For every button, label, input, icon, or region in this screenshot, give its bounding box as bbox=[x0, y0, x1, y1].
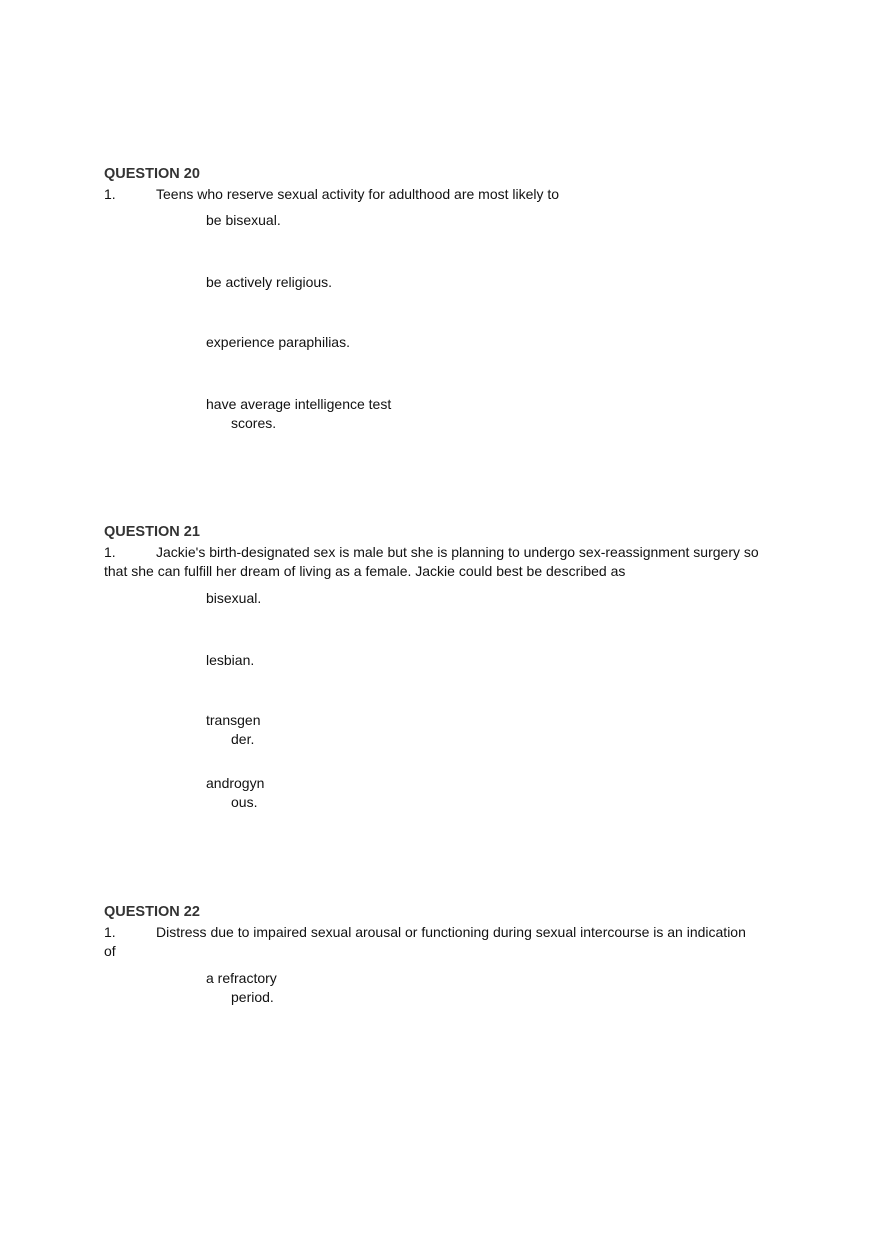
question-stem-continued: of bbox=[104, 943, 116, 959]
answer-option-continued: period. bbox=[231, 989, 274, 1005]
question-heading: QUESTION 22 bbox=[104, 904, 200, 920]
answer-option: be actively religious. bbox=[206, 274, 333, 290]
question-heading: QUESTION 20 bbox=[104, 166, 200, 182]
question-stem-continued: that she can fulfill her dream of living as a female. Jackie could best be described as bbox=[104, 563, 626, 579]
question-stem: Distress due to impaired sexual arousal or functioning during sexual intercourse is an indication bbox=[156, 924, 746, 940]
question-number: 1. bbox=[104, 186, 116, 202]
answer-option: experience paraphilias. bbox=[206, 334, 350, 350]
question-number: 1. bbox=[104, 924, 116, 940]
question-heading: QUESTION 21 bbox=[104, 524, 200, 540]
question-stem: Jackie's birth-designated sex is male but she is planning to undergo sex-reassignment surgery so bbox=[156, 544, 759, 560]
answer-option: a refractory bbox=[206, 970, 277, 986]
answer-option: lesbian. bbox=[206, 652, 255, 668]
question-stem: Teens who reserve sexual activity for adulthood are most likely to bbox=[156, 186, 560, 202]
answer-option: transgen bbox=[206, 712, 261, 728]
answer-option: be bisexual. bbox=[206, 212, 281, 228]
answer-option-continued: der. bbox=[231, 731, 255, 747]
answer-option-continued: scores. bbox=[231, 415, 277, 431]
answer-option: bisexual. bbox=[206, 590, 262, 606]
answer-option-continued: ous. bbox=[231, 794, 258, 810]
answer-option: androgyn bbox=[206, 775, 265, 791]
answer-option: have average intelligence test bbox=[206, 396, 392, 412]
question-number: 1. bbox=[104, 544, 116, 560]
